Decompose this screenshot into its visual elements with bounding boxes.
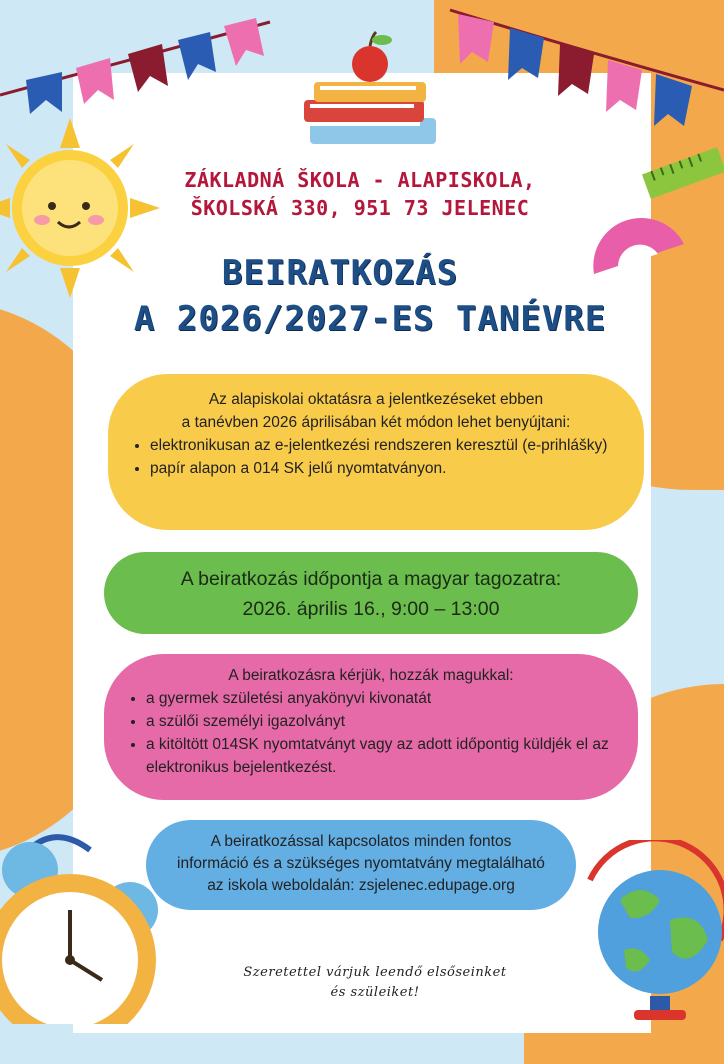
page-title: [60, 250, 680, 342]
website-link[interactable]: az iskola weboldalán: zsjelenec.edupage.org: [207, 877, 515, 894]
title-line: BEIRATKOZÁS: [221, 253, 459, 293]
info-intro: [108, 388, 644, 434]
list-item: • elektronikusan az e-jelentkezési rendszeren keresztül (e-prihlášky): [150, 434, 614, 457]
website-info-box: [146, 820, 576, 910]
date-heading: A beiratkozás időpontja a magyar tagozatra:: [180, 568, 562, 590]
documents-list: [104, 687, 638, 779]
date-value: 2026. április 16., 9:00 – 13:00: [242, 598, 500, 620]
list-item: • a kitöltött 014SK nyomtatványt vagy az adott időpontig küldjék el az elektronikus bejelentkezést.: [146, 733, 614, 779]
apple-books-icon: [300, 28, 440, 150]
info-intro-line: a tanévben 2026 áprilisában két módon lehet benyújtani:: [181, 414, 571, 431]
closing-line: Szeretettel várjuk leendő elsőseinket: [243, 965, 507, 980]
documents-intro: A beiratkozásra kérjük, hozzák magukkal:: [228, 667, 514, 684]
school-address-line: ŠKOLSKÁ 330, 951 73 JELENEC: [190, 196, 530, 220]
school-name: [150, 166, 570, 222]
list-item: • a gyermek születési anyakönyvi kivonatát: [146, 687, 614, 710]
alarm-clock-icon: [0, 820, 170, 1024]
list-item: • a szülői személyi igazolványt: [146, 710, 614, 733]
submission-methods-list: [108, 434, 644, 480]
enrollment-date-box: [104, 552, 638, 634]
web-info-line: A beiratkozással kapcsolatos minden fontos: [210, 833, 512, 850]
submission-info-box: [108, 374, 644, 530]
closing-line: és szüleiket!: [330, 985, 420, 1000]
globe-icon: [580, 840, 724, 1024]
school-name-line: ZÁKLADNÁ ŠKOLA - ALAPISKOLA,: [184, 168, 536, 192]
required-documents-box: [104, 654, 638, 800]
info-intro-line: Az alapiskolai oktatásra a jelentkezéseket ebben: [208, 391, 544, 408]
list-item: • papír alapon a 014 SK jelű nyomtatványon.: [150, 457, 614, 480]
title-line: A 2026/2027-ES TANÉVRE: [133, 299, 607, 339]
closing-message: [210, 963, 540, 1003]
web-info-line: információ és a szükséges nyomtatvány megtalálható: [177, 855, 545, 872]
